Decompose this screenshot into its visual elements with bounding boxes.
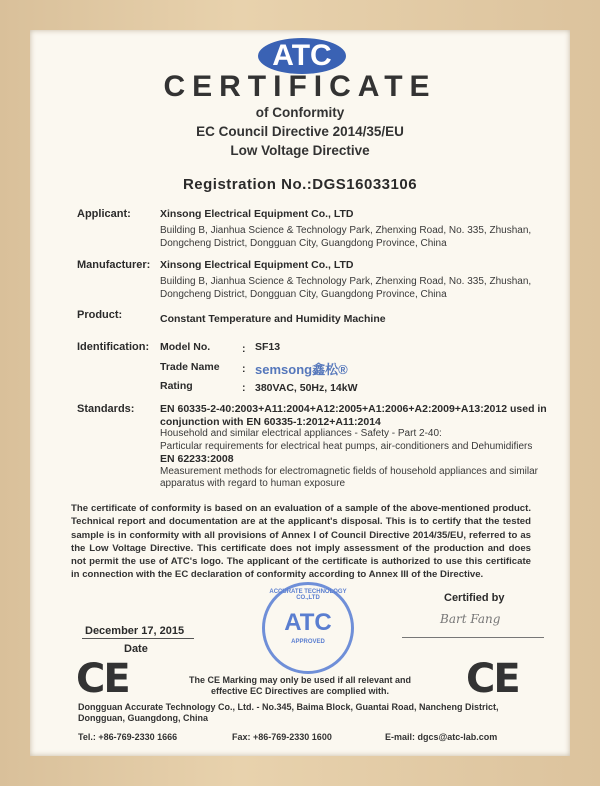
manufacturer-label: Manufacturer: bbox=[77, 259, 151, 271]
rating-key: Rating bbox=[160, 380, 193, 392]
standards-label: Standards: bbox=[77, 403, 135, 415]
trade-name-key: Trade Name bbox=[160, 361, 220, 373]
trade-name-sep: : bbox=[242, 363, 246, 375]
registration-number: Registration No.:DGS16033106 bbox=[182, 176, 418, 193]
standard-2-desc: Measurement methods for electromagnetic fields of household appliances and similar apparatus with regard to human exposure bbox=[160, 465, 538, 489]
product-label: Product: bbox=[77, 309, 123, 321]
seal-ring-text: ACCURATE TECHNOLOGY CO.,LTD bbox=[269, 589, 347, 601]
standard-1: EN 60335-2-40:2003+A11:2004+A12:2005+A1:2006+A2:2009+A13:2012 used in conjunction with EN 60335-1:2012+A11:2014 bbox=[160, 403, 547, 428]
subtitle-directive: EC Council Directive 2014/35/EU bbox=[196, 124, 404, 139]
manufacturer-name: Xinsong Electrical Equipment Co., LTD bbox=[160, 259, 354, 271]
ce-note-1: The CE Marking may only be used if all relevant and bbox=[188, 675, 412, 685]
address-line: Building B, Jianhua Science & Technology Park, Zhenxing Road, No. 335, Zhushan, bbox=[160, 276, 532, 287]
standard-2: EN 62233:2008 bbox=[160, 453, 234, 465]
model-key: Model No. bbox=[160, 341, 211, 353]
footer-address: Dongguan Accurate Technology Co., Ltd. - No.345, Baima Block, Guantai Road, Nancheng District, Dongguan, Guangdong, China bbox=[78, 702, 499, 723]
atc-logo: ATC bbox=[258, 38, 346, 74]
conformity-statement: The certificate of conformity is based on an evaluation of a sample of the above-mentioned product. Technical report and documentation are at the applicant's disposal. This is to certify that the tested sample is in conformity with all provisions of Annex I of Council Directive 2014/35/EU, referred to as the Low Voltage Directive. This certificate does not imply assessment of the production and does not permit the use of ATC's logo. The applicant of the certificate is authorized to use this certificate in connection with the EC declaration of conformity according to Annex III of the Directive. bbox=[71, 503, 531, 581]
address-line: Building B, Jianhua Science & Technology Park, Zhenxing Road, No. 335, Zhushan, bbox=[160, 225, 532, 236]
certificate-title: CERTIFICATE bbox=[163, 70, 437, 103]
address-line: Dongcheng District, Dongguan City, Guangdong Province, China bbox=[160, 237, 447, 249]
footer-email: E-mail: dgcs@atc-lab.com bbox=[385, 732, 498, 742]
atc-approved-seal bbox=[262, 582, 354, 674]
seal-approved-text: APPROVED bbox=[291, 639, 325, 645]
applicant-name: Xinsong Electrical Equipment Co., LTD bbox=[160, 208, 354, 220]
rating-value: 380VAC, 50Hz, 14kW bbox=[255, 382, 358, 394]
certified-by-label: Certified by bbox=[444, 592, 505, 604]
seal-center-text: ATC bbox=[284, 609, 332, 636]
manufacturer-address bbox=[160, 276, 570, 301]
rating-sep: : bbox=[242, 382, 246, 394]
subtitle-lvd: Low Voltage Directive bbox=[230, 143, 370, 158]
applicant-address bbox=[160, 225, 570, 250]
date-line bbox=[82, 638, 194, 639]
ce-mark-right: CE bbox=[466, 656, 519, 702]
standards-list bbox=[160, 403, 570, 491]
product-value: Constant Temperature and Humidity Machine bbox=[160, 313, 386, 325]
footer-tel: Tel.: +86-769-2330 1666 bbox=[78, 732, 178, 742]
trade-name-value: semsong鑫松® bbox=[255, 362, 348, 377]
address-line: Dongcheng District, Dongguan City, Guangdong Province, China bbox=[160, 288, 447, 300]
issue-date: December 17, 2015 bbox=[85, 625, 185, 637]
signature: Bart Fang bbox=[440, 612, 501, 626]
identification-label: Identification: bbox=[77, 341, 150, 353]
model-sep: : bbox=[242, 343, 246, 355]
ce-note-2: effective EC Directives are complied with. bbox=[210, 686, 390, 696]
subtitle-conformity: of Conformity bbox=[255, 105, 345, 120]
standard-1-desc: Household and similar electrical appliances - Safety - Part 2-40: bbox=[160, 428, 442, 439]
signature-line bbox=[402, 637, 544, 638]
standard-1-desc: Particular requirements for electrical heat pumps, air-conditioners and Dehumidifiers bbox=[160, 440, 533, 452]
date-label: Date bbox=[124, 643, 148, 655]
model-value: SF13 bbox=[255, 341, 281, 353]
footer-fax: Fax: +86-769-2330 1600 bbox=[232, 732, 332, 742]
ce-mark-left: CE bbox=[76, 656, 129, 702]
applicant-label: Applicant: bbox=[77, 208, 131, 220]
